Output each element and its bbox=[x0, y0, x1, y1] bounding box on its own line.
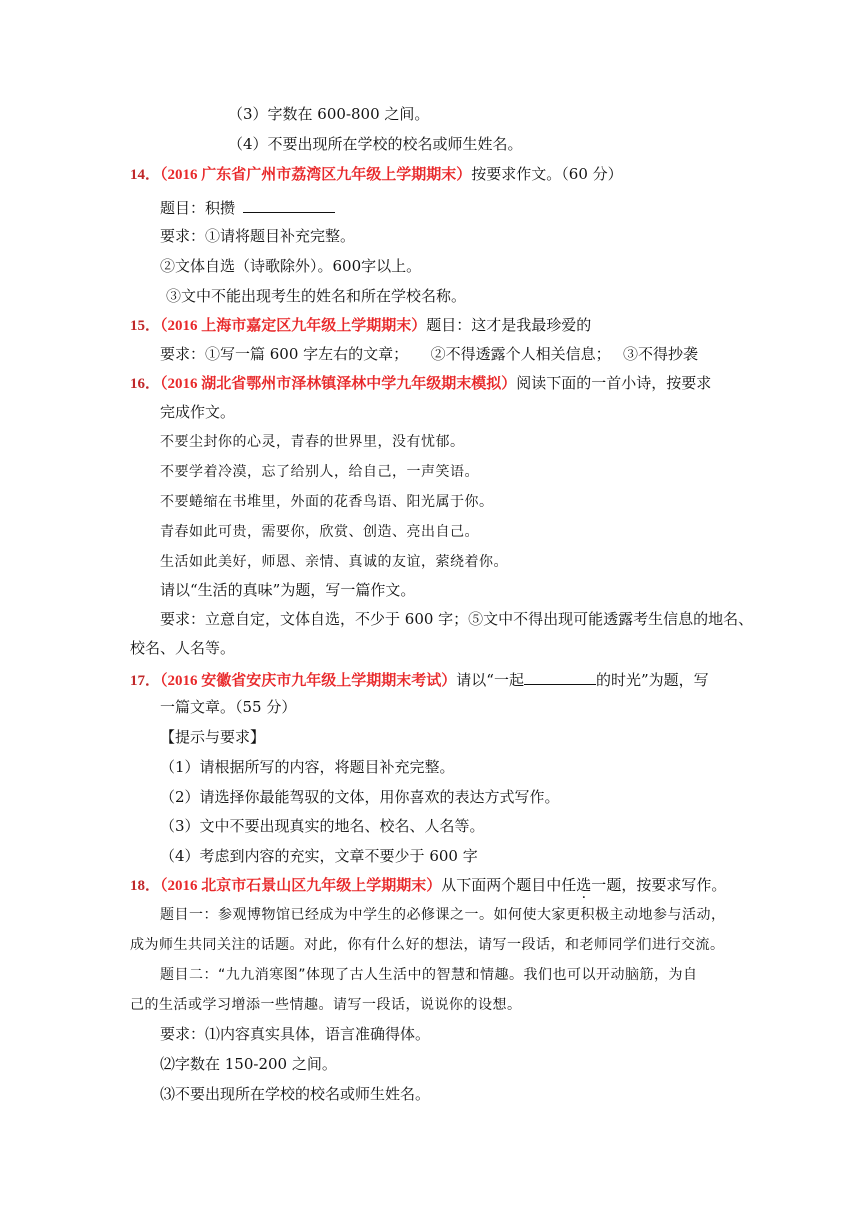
topic-line: 己的生活或学习增添一些情趣。请写一段话，说说你的设想。 bbox=[130, 997, 522, 1013]
requirement-line: （3）字数在 600-800 之间。 bbox=[228, 105, 430, 123]
title-blank bbox=[524, 668, 596, 685]
requirement-line: ⑶不要出现所在学校的校名或师生姓名。 bbox=[160, 1085, 431, 1103]
requirement-line: ⑵字数在 150-200 之间。 bbox=[160, 1055, 337, 1073]
title-blank bbox=[243, 196, 335, 213]
hint-line: （3）文中不要出现真实的地名、校名、人名等。 bbox=[160, 817, 485, 835]
question-text-cont: 一篇文章。（55 分） bbox=[160, 698, 297, 716]
requirement-line: ③文中不能出现考生的姓名和所在学校名称。 bbox=[166, 287, 467, 305]
poem-line: 不要学着冷漠，忘了给别人，给自己，一声笑语。 bbox=[160, 464, 479, 480]
requirement-line: ②文体自选（诗歌除外）。600字以上。 bbox=[160, 257, 422, 275]
requirement-line: 要求：⑴内容真实具体，语言准确得体。 bbox=[160, 1025, 431, 1043]
question-number: 17． bbox=[130, 673, 161, 689]
question-number: 15． bbox=[130, 318, 161, 334]
question-source: （2016 北京市石景山区九年级上学期期末） bbox=[160, 878, 442, 894]
question-text: 题目：这才是我最珍爱的 bbox=[426, 316, 592, 334]
essay-title-line bbox=[160, 196, 335, 218]
question-text: 从下面两个题目中 bbox=[441, 876, 562, 894]
poem-line: 生活如此美好，师恩、亲情、真诚的友谊，萦绕着你。 bbox=[160, 554, 508, 570]
question-number: 14． bbox=[130, 167, 161, 183]
question-text-cont: 完成作文。 bbox=[160, 403, 236, 421]
question-text: 请以“一起 bbox=[456, 671, 524, 689]
question-16 bbox=[130, 373, 711, 394]
requirement-line: 要求：①写一篇 600 字左右的文章； ②不得透露个人相关信息； ③不得抄袭 bbox=[160, 345, 698, 363]
requirement-line: 校名、人名等。 bbox=[130, 639, 236, 657]
question-number: 18． bbox=[130, 878, 161, 894]
prompt-line: 请以“生活的真味”为题，写一篇作文。 bbox=[160, 581, 416, 599]
requirement-line: 要求：①请将题目补充完整。 bbox=[160, 227, 356, 245]
requirement-line: 要求：立意自定，文体自选，不少于 600 字；⑤文中不得出现可能透露考生信息的地名、 bbox=[160, 610, 754, 628]
hint-line: （4）考虑到内容的充实，文章不要少于 600 字 bbox=[160, 847, 478, 865]
poem-line: 不要蜷缩在书堆里，外面的花香鸟语、阳光属于你。 bbox=[160, 494, 494, 510]
hint-heading: 【提示与要求】 bbox=[160, 728, 266, 746]
question-number: 16． bbox=[130, 376, 161, 392]
question-source: （2016 上海市嘉定区九年级上学期期末） bbox=[160, 318, 427, 334]
question-text: 的时光”为题，写 bbox=[595, 671, 709, 689]
topic-line: 题目一：参观博物馆已经成为中学生的必修课之一。如何使大家更积极主动地参与活动， bbox=[160, 907, 726, 923]
question-text: 题，按要求写作。 bbox=[606, 876, 727, 894]
question-source: （2016 广东省广州市荔湾区九年级上学期期末） bbox=[160, 167, 472, 183]
question-text: 阅读下面的一首小诗，按要求 bbox=[516, 374, 712, 392]
hint-line: （1）请根据所写的内容，将题目补充完整。 bbox=[160, 758, 455, 776]
poem-line: 不要尘封你的心灵，青春的世界里，没有忧郁。 bbox=[160, 434, 465, 450]
question-15 bbox=[130, 315, 591, 336]
question-text: 按要求作文。（60 分） bbox=[471, 165, 623, 183]
question-source: （2016 安徽省安庆市九年级上学期期末考试） bbox=[160, 673, 457, 689]
topic-line: 成为师生共同关注的话题。对此，你有什么好的想法，请写一段话，和老师同学们进行交流。 bbox=[130, 937, 725, 953]
emphasized-text: 任选一 bbox=[561, 876, 607, 894]
requirement-line: （4）不要出现所在学校的校名或师生姓名。 bbox=[228, 135, 523, 153]
essay-title: 题目：积攒 bbox=[160, 199, 236, 217]
topic-line: 题目二：“九九消寒图”体现了古人生活中的智慧和情趣。我们也可以开动脑筋，为自 bbox=[160, 967, 698, 983]
hint-line: （2）请选择你最能驾驭的文体，用你喜欢的表达方式写作。 bbox=[160, 788, 560, 806]
question-14 bbox=[130, 164, 623, 185]
question-17 bbox=[130, 668, 709, 691]
poem-line: 青春如此可贵，需要你，欣赏、创造、亮出自己。 bbox=[160, 524, 479, 540]
question-source: （2016 湖北省鄂州市泽林镇泽林中学九年级期末模拟） bbox=[160, 376, 517, 392]
question-18 bbox=[130, 875, 726, 896]
